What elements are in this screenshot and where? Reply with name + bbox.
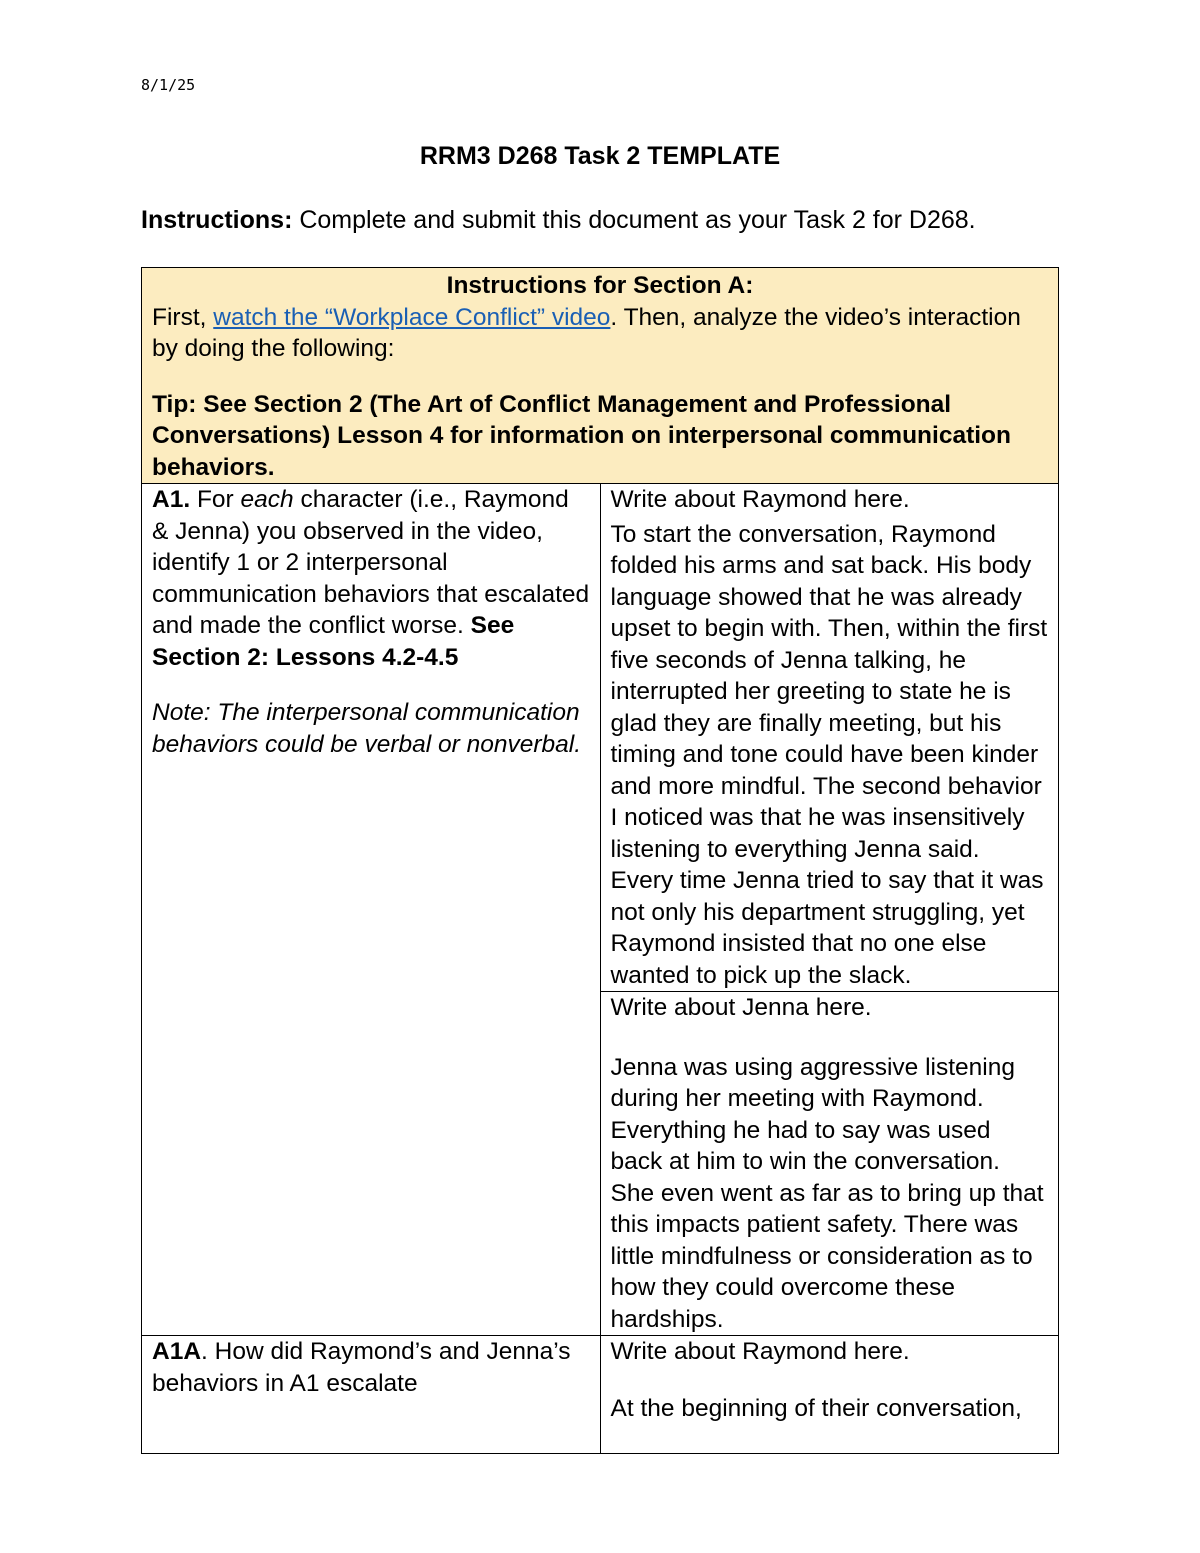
a1a-row [142,1336,1059,1454]
a1-note: Note: The interpersonal communication behaviors could be verbal or nonverbal. [152,699,582,758]
instruction-suffix: . Then, analyze the video’s interaction by doing the following: [152,303,1021,362]
a1a-question [152,1336,590,1399]
task-table [141,267,1059,1454]
a1a-raymond-answer: At the beginning of their conversation, [610,1394,1022,1422]
a1-jenna-answer: Jenna was using aggressive listening during her meeting with Raymond. Everything he had to say was used back at him to win the conversation. She even went as far as to bring up that this impacts patient safety. There was little mindfulness or consideration as to how they could overcome these hardships. [610,1053,1044,1333]
a1-question-cell [142,484,601,1336]
a1-raymond-prompt: Write about Raymond here. [610,486,910,513]
a1-row-raymond [142,484,1059,992]
instruction-prefix: First, [152,303,214,331]
a1-jenna-prompt: Write about Jenna here. [610,994,872,1021]
section-a-instructions-cell [142,268,1059,484]
a1a-label: A1A [152,1338,202,1365]
a1a-raymond-prompt: Write about Raymond here. [610,1338,910,1365]
a1-jenna-answer-cell[interactable] [600,992,1059,1336]
a1a-question-cell [142,1336,601,1454]
instructions-paragraph [141,205,1041,236]
a1-section-reference: See Section 2: Lessons 4.2-4.5 [152,612,515,671]
section-a-instruction-line [152,302,1048,365]
instructions-text: Complete and submit this document as your Task 2 for D268. [292,206,976,234]
a1a-raymond-answer-cell[interactable] [600,1336,1059,1454]
a1-question-part1: For [190,486,241,513]
document-title: RRM3 D268 Task 2 TEMPLATE [419,142,781,170]
a1-question-part2: character (i.e., Raymond & Jenna) you observed in the video, identify 1 or 2 interpersonal communication behaviors that escalated and made the conflict worse. [152,486,590,639]
document-date: 8/1/25 [141,76,196,94]
instructions-label: Instructions: [141,206,293,234]
a1a-question-text: . How did Raymond’s and Jenna’s behaviors in A1 escalate [152,1338,571,1397]
a1-label: A1. [152,486,191,513]
section-a-heading: Instructions for Section A: [446,272,754,299]
section-a-tip: Tip: See Section 2 (The Art of Conflict Management and Professional Conversations) Lesson 4 for information on interpersonal communication behaviors. [152,390,1011,481]
workplace-conflict-video-link[interactable]: watch the “Workplace Conflict” video [213,303,611,331]
a1-raymond-answer-cell[interactable] [600,484,1059,992]
a1-raymond-answer: To start the conversation, Raymond folded his arms and sat back. His body language showed that he was already upset to begin with. Then, within the first five seconds of Jenna talking, he interrupted her greeting to state he is glad they are finally meeting, but his timing and tone could have been kinder and more mindful. The second behavior I noticed was that he was insensitively listening to everything Jenna said. Every time Jenna tried to say that it was not only his department struggling, yet Raymond insisted that no one else wanted to pick up the slack. [610,520,1048,989]
section-a-header-row [142,268,1059,484]
a1-question-emphasis: each [240,486,294,513]
a1-question [152,484,590,673]
